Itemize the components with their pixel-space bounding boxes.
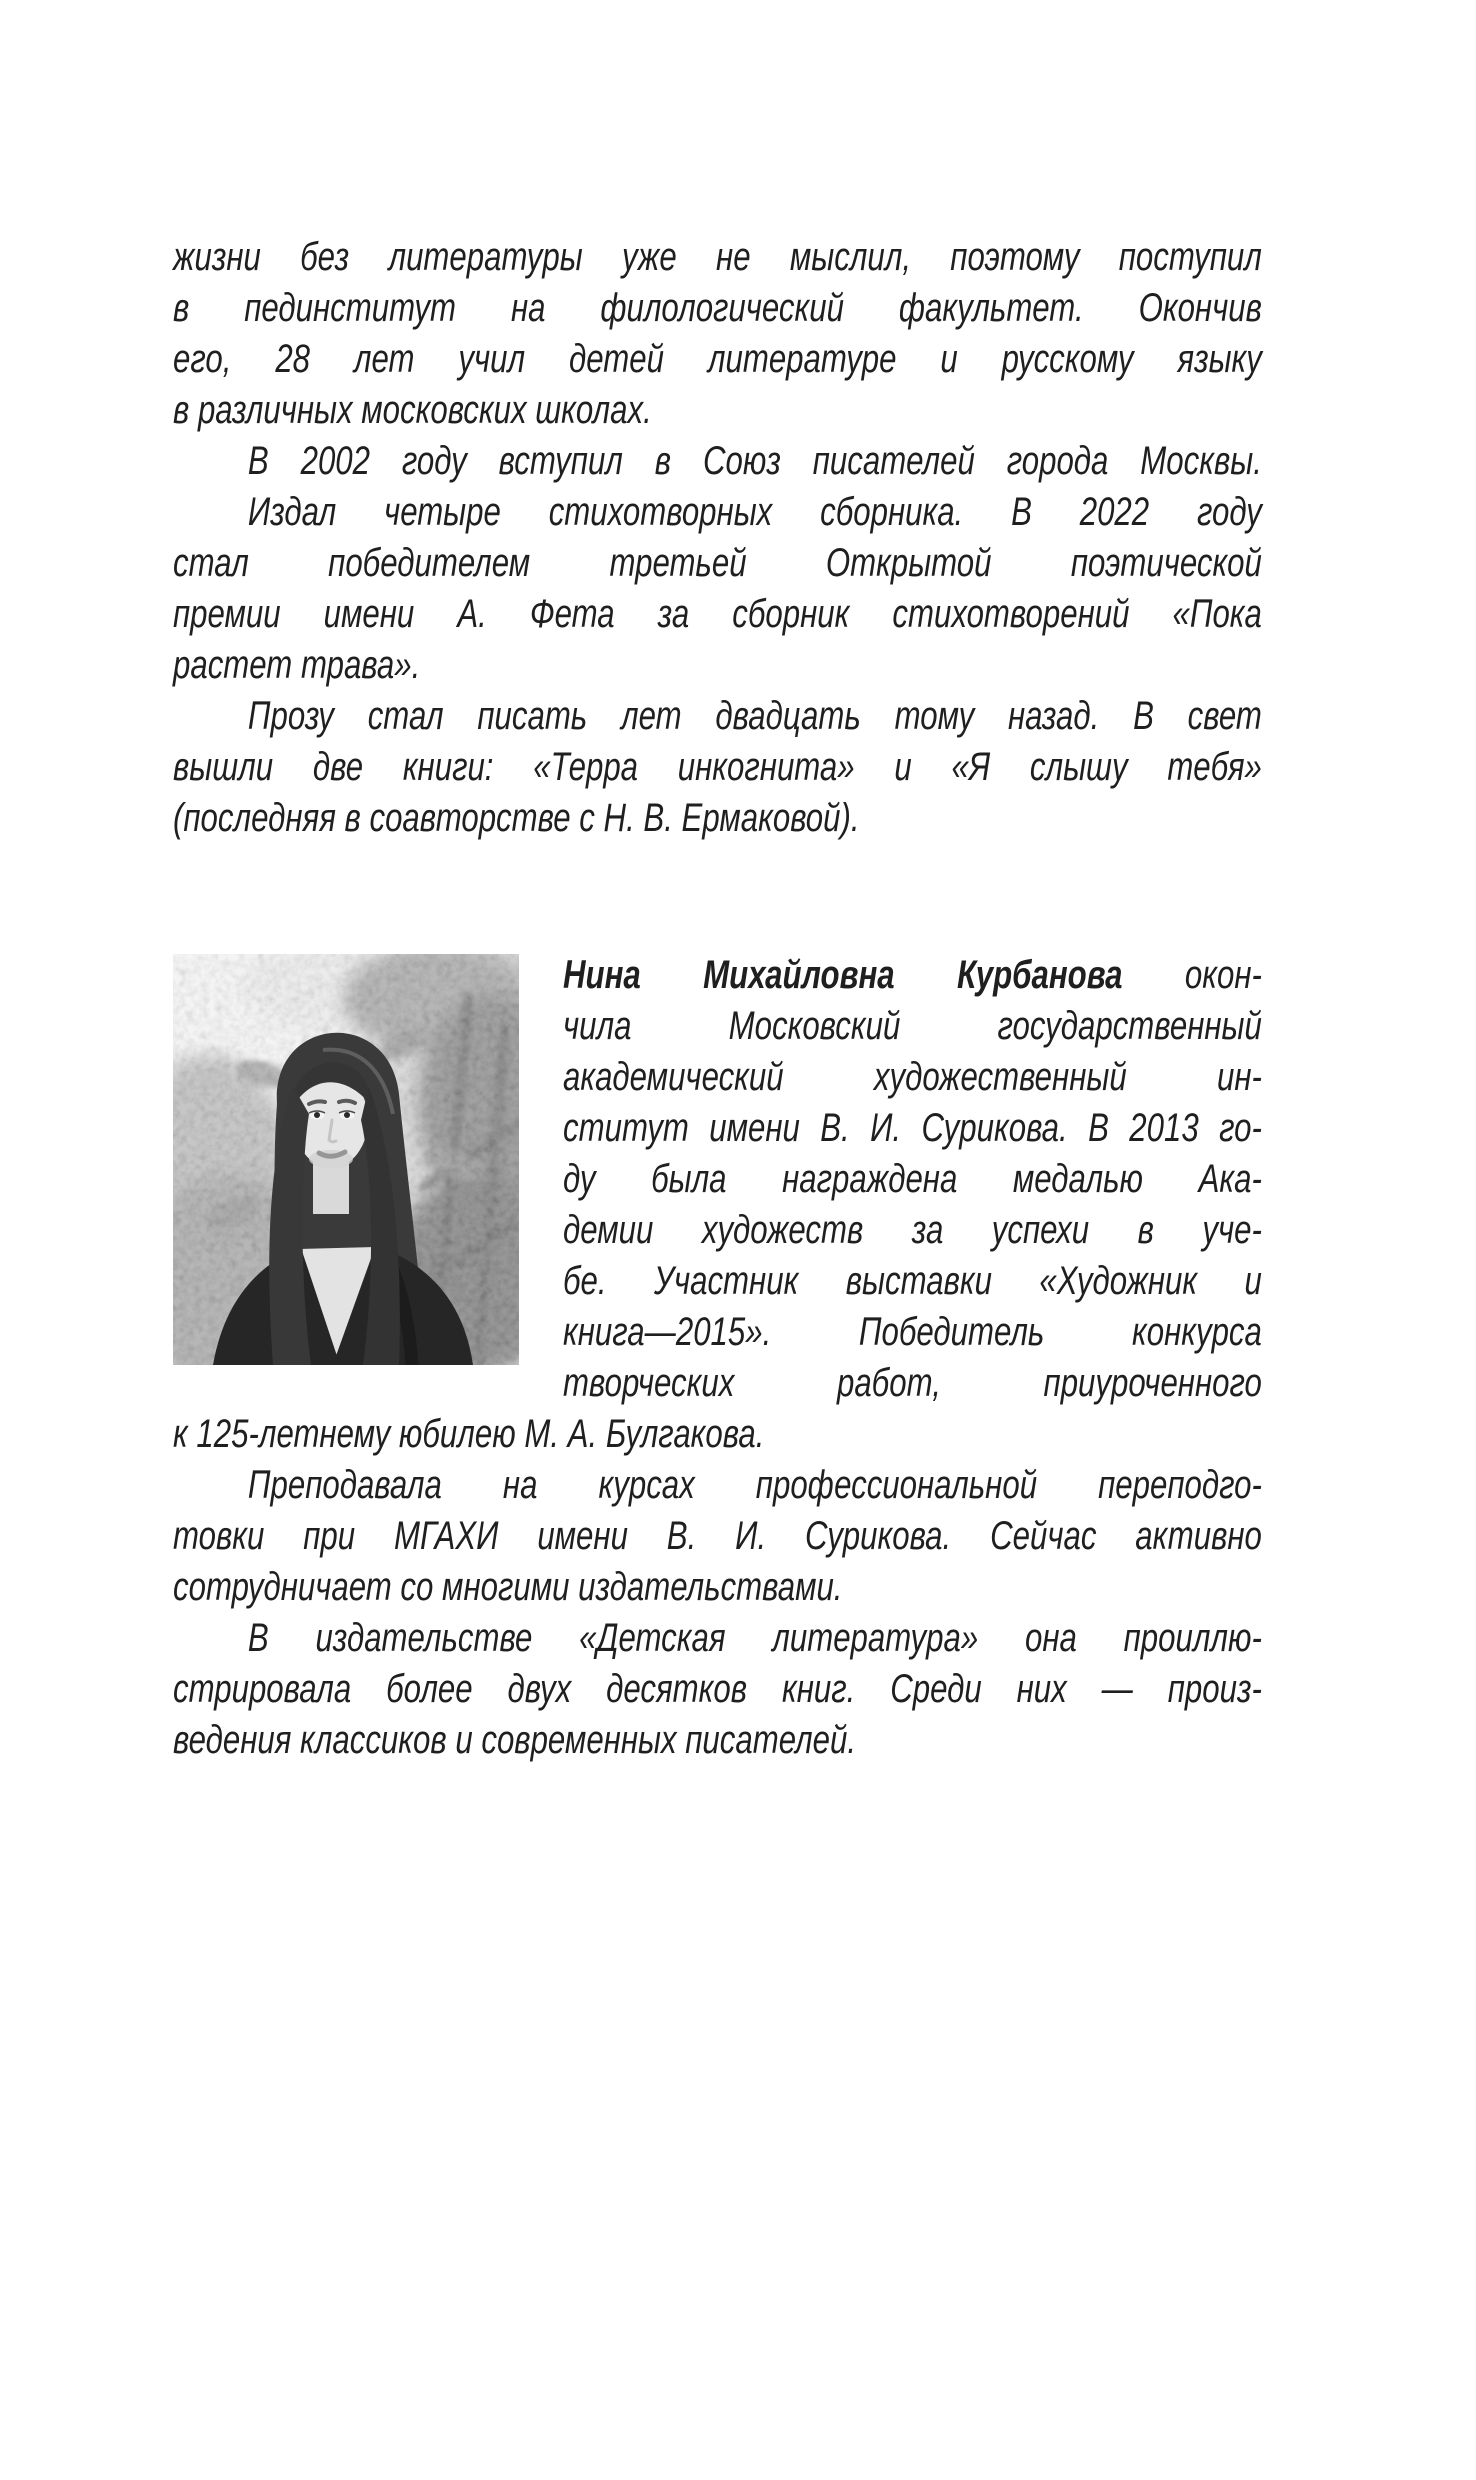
text-line [173, 538, 1262, 589]
text-line-content: его, 28 лет учил детей литературе и русскому языку [173, 337, 1262, 381]
text-line [173, 334, 1262, 385]
text-line [173, 232, 1262, 283]
text-line-content: Прозу стал писать лет двадцать тому назад. В свет [247, 694, 1262, 738]
text-line-content: в различных московских школах. [173, 388, 652, 432]
text-line-content: академический художественный ин- [563, 1055, 1262, 1099]
text-line [173, 589, 1262, 640]
text-line-content: товки при МГАХИ имени В. И. Сурикова. Сейчас активно [173, 1514, 1262, 1558]
bio-nina-lines-beside-photo [563, 950, 1262, 1409]
text-line-content: ведения классиков и современных писателей. [173, 1718, 856, 1762]
text-line-content: (последняя в соавторстве с Н. В. Ермаковой). [173, 796, 860, 840]
text-line [173, 1511, 1262, 1562]
text-line [563, 1103, 1262, 1154]
bio-sergey-paragraphs [173, 232, 1262, 844]
text-line-content: жизни без литературы уже не мыслил, поэтому поступил [173, 235, 1262, 279]
text-line [563, 1052, 1262, 1103]
text-line [563, 1307, 1262, 1358]
text-line-content: вышли две книги: «Терра инкогнита» и «Я слышу тебя» [173, 745, 1262, 789]
text-line-content: стрировала более двух десятков книг. Среди них — произ- [173, 1667, 1262, 1711]
bio-nina-section [173, 950, 1262, 1766]
text-line-content: стал победителем третьей Открытой поэтической [173, 541, 1262, 585]
text-line-content: В 2002 году вступил в Союз писателей города Москвы. [247, 439, 1262, 483]
person-name-continuation: окон- [1122, 953, 1262, 997]
text-line-content: творческих работ, приуроченного [563, 1361, 1262, 1405]
paragraph [173, 1613, 1262, 1766]
text-line [563, 1205, 1262, 1256]
text-line-content [563, 950, 1262, 1001]
text-line-content: премии имени А. Фета за сборник стихотворений «Пока [173, 592, 1262, 636]
text-line-content: Преподавала на курсах профессиональной переподго- [247, 1463, 1262, 1507]
paragraph [173, 232, 1262, 436]
text-line [173, 436, 1262, 487]
person-name-bold: Нина Михайловна Курбанова [563, 953, 1123, 997]
text-line-content: чила Московский государственный [563, 1004, 1262, 1048]
text-line-content: сотрудничает со многими издательствами. [173, 1565, 843, 1609]
text-line-content: ду была награждена медалью Ака- [563, 1157, 1262, 1201]
portrait-photo [173, 954, 519, 1365]
text-line [563, 1358, 1262, 1409]
text-line-content: бе. Участник выставки «Художник и [563, 1259, 1262, 1303]
portrait-photo-image [173, 954, 519, 1365]
bio-nina-line-after-photo [173, 1409, 1262, 1460]
text-line [563, 1256, 1262, 1307]
text-line-content: Издал четыре стихотворных сборника. В 2022 году [247, 490, 1262, 534]
paragraph [173, 1460, 1262, 1613]
text-line-content: демии художеств за успехи в уче- [563, 1208, 1262, 1252]
text-line [173, 283, 1262, 334]
text-line [563, 1001, 1262, 1052]
text-line [173, 1562, 1262, 1613]
text-line [173, 1664, 1262, 1715]
text-line [173, 1409, 1262, 1460]
paragraph [173, 487, 1262, 691]
paragraph [173, 691, 1262, 844]
text-line-content: В издательстве «Детская литература» она проиллю- [247, 1616, 1262, 1660]
text-line-content: растет трава». [173, 643, 421, 687]
text-line [173, 691, 1262, 742]
text-line [563, 950, 1262, 1001]
text-column [173, 232, 1262, 1766]
text-line-content: книга—2015». Победитель конкурса [563, 1310, 1262, 1354]
text-line-content: в пединститут на филологический факультет. Окончив [173, 286, 1262, 330]
text-line [173, 385, 1262, 436]
text-line [173, 640, 1262, 691]
text-line [173, 487, 1262, 538]
text-line [173, 742, 1262, 793]
text-line-content: ститут имени В. И. Сурикова. В 2013 го- [563, 1106, 1262, 1150]
text-line [173, 793, 1262, 844]
text-line [173, 1460, 1262, 1511]
text-line-content: к 125-летнему юбилею М. А. Булгакова. [173, 1412, 765, 1456]
text-line [173, 1715, 1262, 1766]
text-line [173, 1613, 1262, 1664]
bio-nina-paragraphs [173, 1460, 1262, 1766]
text-line [563, 1154, 1262, 1205]
paragraph [173, 436, 1262, 487]
